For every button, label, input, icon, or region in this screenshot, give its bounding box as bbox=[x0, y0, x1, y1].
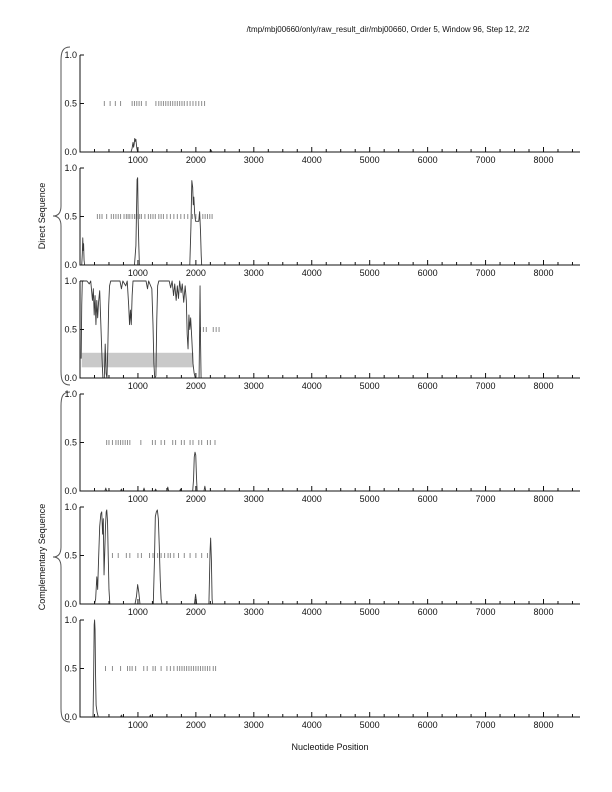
x-tick-label: 1000 bbox=[127, 381, 148, 391]
x-tick-label: 8000 bbox=[533, 720, 554, 730]
panel-plot-2 bbox=[50, 162, 590, 282]
x-tick-label: 4000 bbox=[301, 381, 322, 391]
y-tick-label: 1.0 bbox=[64, 163, 77, 173]
y-tick-label: 1.0 bbox=[64, 50, 77, 60]
x-tick-label: 1000 bbox=[127, 607, 148, 617]
x-tick-label: 5000 bbox=[359, 494, 380, 504]
x-tick-label: 7000 bbox=[475, 494, 496, 504]
x-tick-label: 4000 bbox=[301, 494, 322, 504]
complementary-sequence-label: Complementary Sequence bbox=[37, 503, 47, 611]
x-axis-label: Nucleotide Position bbox=[291, 742, 369, 752]
threshold-band bbox=[82, 353, 194, 368]
y-tick-label: 0.0 bbox=[64, 260, 77, 270]
panel-plot-3 bbox=[50, 275, 590, 395]
y-tick-label: 1.0 bbox=[64, 615, 77, 625]
x-tick-label: 2000 bbox=[185, 268, 206, 278]
x-tick-label: 7000 bbox=[475, 607, 496, 617]
x-tick-label: 5000 bbox=[359, 381, 380, 391]
y-tick-label: 1.0 bbox=[64, 276, 77, 286]
y-tick-label: 0.5 bbox=[64, 324, 77, 335]
x-tick-label: 1000 bbox=[127, 268, 148, 278]
y-tick-label: 0.0 bbox=[64, 599, 77, 609]
y-tick-label: 0.0 bbox=[64, 486, 77, 496]
x-tick-label: 6000 bbox=[417, 720, 438, 730]
y-tick-label: 0.0 bbox=[64, 373, 77, 383]
probability-curve bbox=[82, 178, 219, 265]
x-tick-label: 5000 bbox=[359, 720, 380, 730]
x-tick-label: 2000 bbox=[185, 607, 206, 617]
panel-plot-4 bbox=[50, 388, 590, 508]
x-tick-label: 4000 bbox=[301, 268, 322, 278]
x-tick-label: 6000 bbox=[417, 268, 438, 278]
direct-sequence-label: Direct Sequence bbox=[37, 182, 47, 250]
x-tick-label: 6000 bbox=[417, 155, 438, 165]
y-tick-label: 0.0 bbox=[64, 712, 77, 722]
x-tick-label: 8000 bbox=[533, 607, 554, 617]
x-tick-label: 1000 bbox=[127, 155, 148, 165]
x-tick-label: 5000 bbox=[359, 607, 380, 617]
x-tick-label: 7000 bbox=[475, 155, 496, 165]
y-tick-label: 1.0 bbox=[64, 502, 77, 512]
x-tick-label: 6000 bbox=[417, 607, 438, 617]
x-tick-label: 8000 bbox=[533, 268, 554, 278]
panel-plot-5 bbox=[50, 501, 590, 621]
y-tick-label: 0.5 bbox=[64, 98, 77, 109]
x-tick-label: 2000 bbox=[185, 494, 206, 504]
x-tick-label: 4000 bbox=[301, 720, 322, 730]
page-title: /tmp/mbj00660/only/raw_result_dir/mbj00660, Order 5, Window 96, Step 12, 2/2 bbox=[246, 25, 530, 34]
x-tick-label: 5000 bbox=[359, 155, 380, 165]
axis-spines bbox=[80, 55, 580, 152]
x-tick-label: 7000 bbox=[475, 381, 496, 391]
x-tick-label: 3000 bbox=[243, 155, 264, 165]
y-tick-label: 0.5 bbox=[64, 663, 77, 674]
x-tick-label: 5000 bbox=[359, 268, 380, 278]
x-tick-label: 4000 bbox=[301, 155, 322, 165]
y-tick-label: 0.5 bbox=[64, 211, 77, 222]
x-tick-label: 2000 bbox=[185, 155, 206, 165]
y-tick-label: 0.5 bbox=[64, 550, 77, 561]
probability-curve bbox=[97, 452, 219, 491]
y-tick-label: 0.0 bbox=[64, 147, 77, 157]
y-tick-label: 0.5 bbox=[64, 437, 77, 448]
x-tick-label: 7000 bbox=[475, 720, 496, 730]
x-tick-label: 3000 bbox=[243, 494, 264, 504]
x-tick-label: 2000 bbox=[185, 381, 206, 391]
x-tick-label: 4000 bbox=[301, 607, 322, 617]
x-tick-label: 8000 bbox=[533, 494, 554, 504]
panel-plot-1 bbox=[50, 49, 590, 169]
x-tick-label: 7000 bbox=[475, 268, 496, 278]
x-tick-label: 3000 bbox=[243, 607, 264, 617]
x-tick-label: 8000 bbox=[533, 155, 554, 165]
x-tick-label: 2000 bbox=[185, 720, 206, 730]
x-tick-label: 3000 bbox=[243, 268, 264, 278]
x-tick-label: 1000 bbox=[127, 720, 148, 730]
x-tick-label: 6000 bbox=[417, 494, 438, 504]
probability-curve bbox=[94, 510, 219, 604]
panel-plot-6 bbox=[50, 614, 590, 734]
x-tick-label: 6000 bbox=[417, 381, 438, 391]
x-tick-label: 3000 bbox=[243, 381, 264, 391]
x-tick-label: 3000 bbox=[243, 720, 264, 730]
x-tick-label: 8000 bbox=[533, 381, 554, 391]
probability-curve bbox=[80, 138, 219, 152]
y-tick-label: 1.0 bbox=[64, 389, 77, 399]
x-tick-label: 1000 bbox=[127, 494, 148, 504]
